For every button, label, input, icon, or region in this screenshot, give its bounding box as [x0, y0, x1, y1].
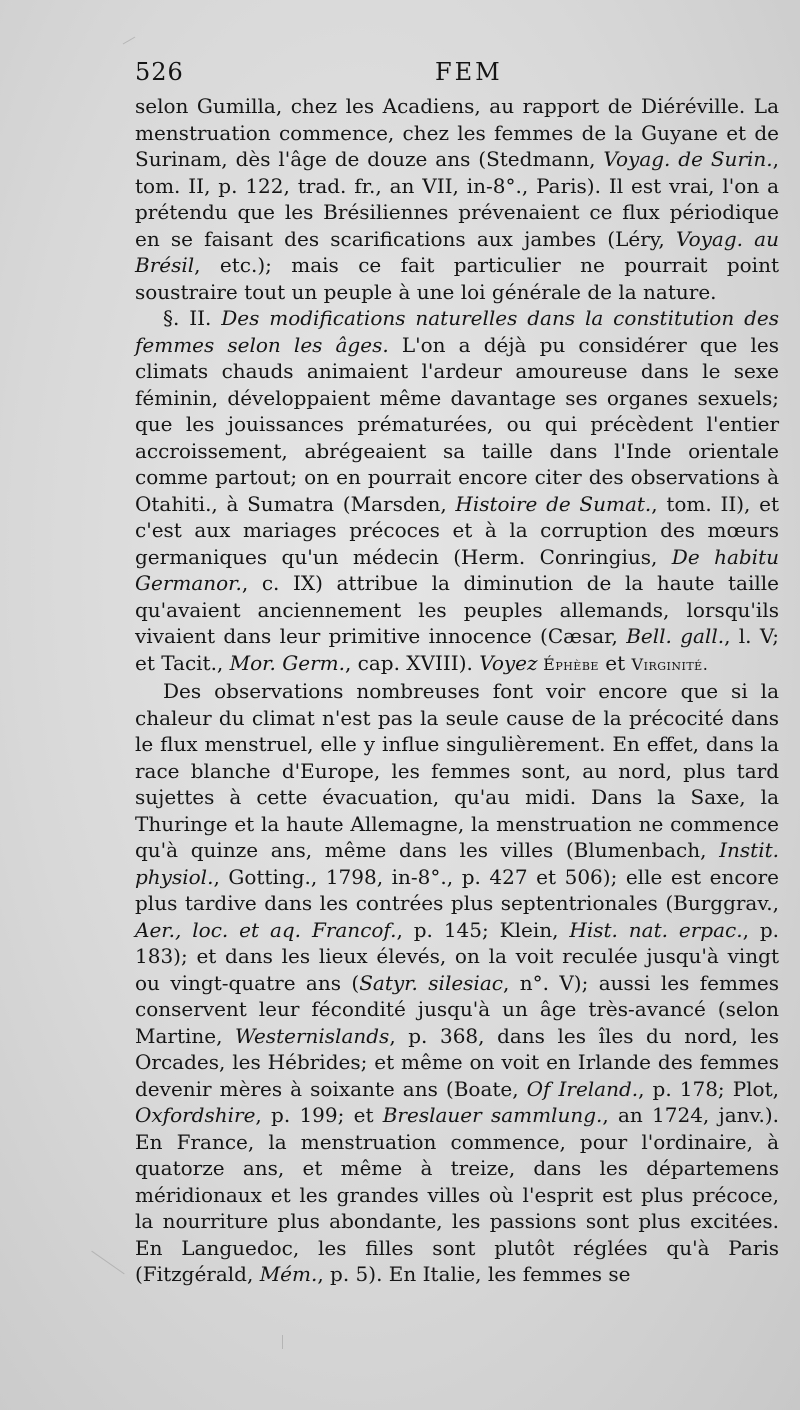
- citation-title: Satyr. silesiac: [359, 970, 503, 995]
- citation-title: Of Ireland.: [526, 1076, 639, 1101]
- text-run: L'on a déjà pu considérer que les climats chauds animaient l'ardeur amoureuse dans le sexe féminin, développaient même davantage ses organes sexuels; que les jouissances prématurées, ou qui précèdent l'entier accroissement, abrégeaient sa taille dans l'Inde orientale comme partout; on en pourrait encore citer des observations à Otahiti., à Sumatra (Marsden,: [135, 332, 780, 516]
- citation-title: Voyag. au Brésil: [135, 226, 779, 277]
- citation-title: Oxfordshire: [135, 1103, 256, 1127]
- text-run: , p. 199; et: [255, 1103, 383, 1127]
- text-run: , p. 368, dans les îles du nord, les Orcades, les Hébrides; et même on voit en Irlande des femmes devenir mères à soixante ans (Boate,: [135, 1023, 779, 1101]
- text-run: , cap. XVIII).: [344, 650, 480, 675]
- citation-title: Instit. physiol.: [135, 838, 779, 889]
- cross-reference-label: Voyez: [479, 650, 538, 675]
- citation-title: Westernislands: [235, 1023, 390, 1048]
- cross-reference-entry: Éphèbe: [537, 654, 599, 674]
- section-number: §. II.: [163, 306, 222, 330]
- citation-title: De habitu Germanor.: [135, 544, 779, 595]
- paragraph-2: [135, 305, 779, 678]
- running-title: FEM: [435, 58, 503, 86]
- running-head: [135, 58, 775, 92]
- text-run: , tom. II), et c'est aux mariages précoces et à la corruption des mœurs germaniques qu'un médecin (Herm. Conringius,: [135, 491, 779, 569]
- citation-title: Mém.: [259, 1262, 318, 1286]
- text-run: , l. V; et Tacit.,: [135, 624, 779, 675]
- text-run: , p. 5). En Italie, les femmes se: [317, 1262, 631, 1286]
- citation-title: Histoire de Sumat.: [455, 491, 652, 516]
- text-run: , c. IX) attribue la diminution de la haute taille qu'avaient anciennement les peuples allemands, lorsqu'ils vivaient dans leur primitive innocence (Cæsar,: [135, 571, 779, 648]
- citation-title: Breslauer sammlung.: [382, 1103, 603, 1127]
- paragraph-1: [135, 93, 779, 305]
- paragraph-3: [135, 678, 779, 1288]
- citation-title: Bell. gall.: [626, 624, 725, 648]
- text-run: , tom. II, p. 122, trad. fr., an VII, in-8°., Paris). Il est vrai, l'on a prétendu que les Brésiliennes prévenaient ce flux périodique en se faisant des scarifications aux jambes (Léry,: [135, 147, 779, 251]
- pencil-mark: [123, 37, 136, 45]
- citation-title: Voyag. de Surin.: [603, 147, 773, 171]
- text-run: Des observations nombreuses font voir encore que si la chaleur du climat n'est pas la seule cause de la précocité dans le flux menstruel, elle y influe singulièrement. En effet, dans la race blanche d'Europe, les femmes sont, au nord, plus tard sujettes à cette évacuation, qu'au midi. Dans la Saxe, la Thuringe et la haute Allemagne, la menstruation ne commence qu'à quinze ans, même dans les villes (Blumenbach,: [135, 679, 779, 862]
- citation-title: Aer., loc. et aq. Francof.: [135, 917, 397, 942]
- pencil-mark: [91, 1251, 124, 1275]
- text-block: [135, 93, 779, 1288]
- text-run: , p. 183); et dans les lieux élevés, on la voit reculée jusqu'à vingt ou vingt-quatre ans (: [135, 917, 780, 995]
- cross-reference-entry: Virginité.: [631, 654, 709, 674]
- text-run: , n°. V); aussi les femmes conservent leur fécondité jusqu'à un âge très-avancé (selon Martine,: [135, 970, 780, 1048]
- text-run: , p. 145; Klein,: [396, 917, 570, 942]
- section-title: Des modifications naturelles dans la constitution des femmes selon les âges.: [135, 306, 779, 357]
- text-run: , p. 178; Plot,: [638, 1076, 779, 1101]
- page-number: 526: [135, 58, 184, 86]
- text-run: , etc.); mais ce fait particulier ne pourrait point soustraire tout un peuple à une loi générale de la nature.: [135, 253, 779, 304]
- citation-title: Hist. nat. erpac.: [569, 917, 743, 942]
- pencil-mark: [282, 1335, 283, 1349]
- text-run: , Gotting., 1798, in-8°., p. 427 et 506); elle est encore plus tardive dans les contrées plus septentrionales (Burggrav.,: [135, 864, 779, 915]
- text-run: , an 1724, janv.). En France, la menstruation commence, pour l'ordinaire, à quatorze ans, et même à treize, dans les départemens méridionaux et les grandes villes où l'esprit est plus précoce, la nourriture plus abondante, les passions sont plus excitées. En Languedoc, les filles sont plutôt réglées qu'à Paris (Fitzgérald,: [135, 1103, 779, 1286]
- text-run: et: [598, 650, 632, 675]
- citation-title: Mor. Germ.: [229, 650, 345, 675]
- text-run: selon Gumilla, chez les Acadiens, au rapport de Diéréville. La menstruation commence, chez les femmes de la Guyane et de Surinam, dès l'âge de douze ans (Stedmann,: [135, 94, 779, 171]
